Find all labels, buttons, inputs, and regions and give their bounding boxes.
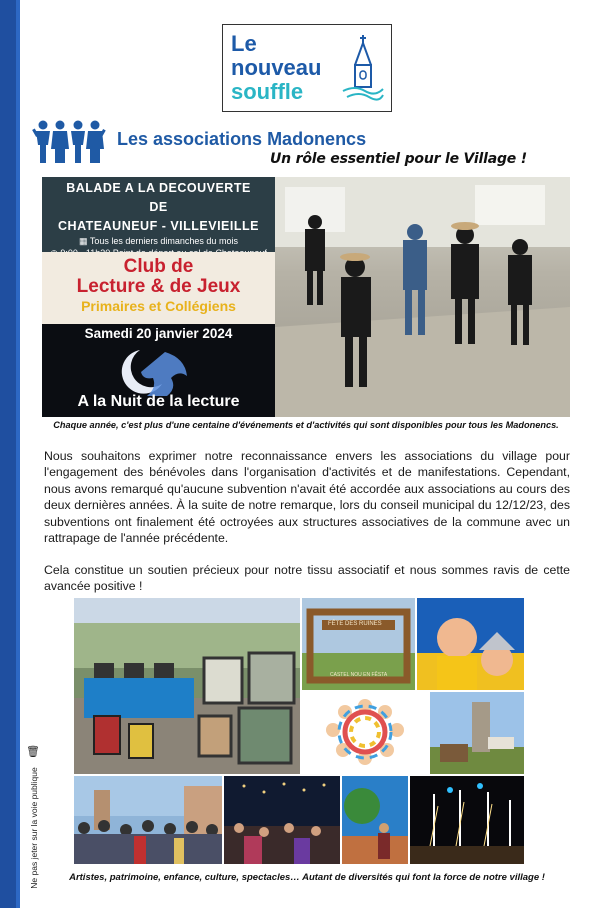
hero-caption: Chaque année, c'est plus d'une centaine d'événements et d'activités qui sont disponibles pour tous les Madonencs. — [53, 420, 559, 430]
parade-photo — [342, 776, 408, 864]
calendar-icon: ▦ — [79, 236, 90, 246]
photo-collage — [74, 598, 524, 864]
line-dance-photo — [275, 177, 570, 417]
club-line-2: Lecture & de Jeux — [76, 276, 241, 297]
street-festival-photo — [74, 776, 222, 864]
section-title: Les associations Madonencs — [117, 129, 367, 149]
children-circle-image — [302, 692, 428, 774]
logo-line-1: Le — [231, 31, 257, 56]
bottom-caption: Artistes, patrimoine, enfance, culture, spectacles… Autant de diversités qui font la force de notre village ! — [69, 872, 545, 883]
balade-title-3: CHATEAUNEUF - VILLEVIEILLE — [58, 219, 259, 233]
art-exhibition-illustration — [74, 598, 300, 774]
trash-bin-icon: 🗑 — [26, 746, 40, 758]
nuit-title: A la Nuit de la lecture — [77, 393, 240, 410]
left-blue-band — [0, 0, 16, 908]
left-band-stripe — [16, 0, 20, 908]
club-line-1: Club de — [123, 256, 194, 277]
logo-line-3: souffle — [231, 79, 304, 104]
artists-photo — [74, 598, 300, 774]
paragraph-2: Cela constitue un soutien précieux pour notre tissu associatif et nous sommes ravis de cette avancée positive ! — [44, 563, 570, 594]
clowns-photo — [417, 598, 524, 690]
stone-tower-illustration — [430, 692, 524, 774]
paragraph-1: Nous souhaitons exprimer notre reconnaissance envers les associations du village pour l'engagement des bénévoles dans l'organisation d'activités et de manifestations. Cependant, nous avons remarqué qu'aucune subvention n'avait été accordée aux associations au cours des deux dernières années. À la suite de notre remarque, lors du conseil municipal du 12/12/23, des subventions ont finalement été octroyées aux structures associatives de la commune avec un rattrapage de l'année précédente. — [44, 449, 570, 546]
logo — [222, 24, 392, 112]
fete-ruines-photo — [302, 598, 415, 690]
balade-title-1: BALADE A LA DECOUVERTE — [66, 181, 251, 195]
stage-sparklers-illustration — [410, 776, 524, 864]
moon-figure-icon — [110, 342, 210, 397]
nuit-date: Samedi 20 janvier 2024 — [84, 326, 233, 341]
evening-crowd-illustration — [224, 776, 340, 864]
hero-image-block — [42, 177, 570, 417]
nuit-lecture-poster — [42, 324, 275, 417]
performers-illustration — [417, 598, 524, 690]
night-event-photo — [224, 776, 340, 864]
tree-and-figure-illustration — [342, 776, 408, 864]
balade-poster — [42, 177, 275, 252]
sign-text-bottom: CASTEL NOU EN FÊSTA — [330, 672, 388, 678]
dancers-illustration — [275, 177, 570, 417]
fireworks-show-photo — [410, 776, 524, 864]
crowd-illustration — [74, 776, 222, 864]
castle-tower-photo — [430, 692, 524, 774]
recycle-note — [26, 745, 40, 895]
balade-title-2: DE — [149, 200, 168, 214]
sign-text-top: FÊTE DES RUINES — [328, 621, 382, 627]
club-poster — [42, 252, 275, 324]
club-line-3: Primaires et Collégiens — [81, 298, 236, 314]
section-subtitle: Un rôle essentiel pour le Village ! — [270, 151, 527, 167]
balade-when: Tous les derniers dimanches du mois — [89, 236, 238, 246]
kids-holding-hands-icon — [302, 692, 428, 774]
logo-line-2: nouveau — [231, 55, 322, 80]
recycle-note-text: Ne pas jeter sur la voie publique — [29, 767, 39, 889]
church-icon — [341, 31, 385, 105]
people-group-icon — [34, 119, 104, 165]
